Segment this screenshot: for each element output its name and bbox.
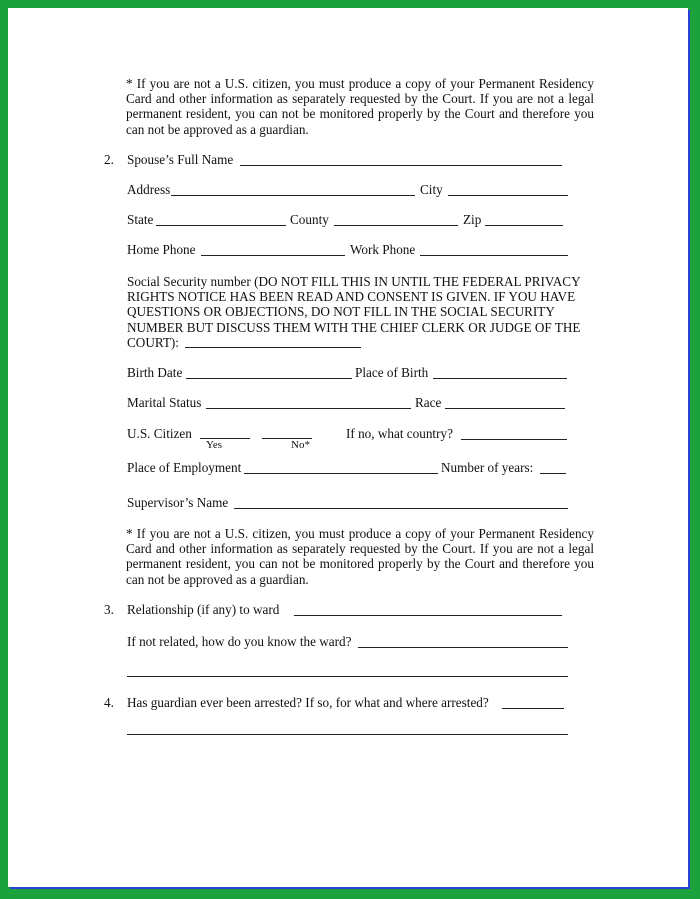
home-phone-label: Home Phone	[127, 242, 196, 257]
q2-number: 2.	[104, 152, 114, 167]
place-of-birth-label: Place of Birth	[355, 365, 429, 380]
arrested-label: Has guardian ever been arrested? If so, for what and where arrested?	[127, 695, 489, 710]
birth-date-field[interactable]	[186, 378, 352, 379]
country-field[interactable]	[461, 439, 567, 440]
zip-field[interactable]	[485, 225, 563, 226]
employment-field[interactable]	[244, 473, 438, 474]
years-field[interactable]	[540, 473, 566, 474]
relationship-field[interactable]	[294, 615, 562, 616]
if-no-country-label: If no, what country?	[346, 426, 453, 441]
state-field[interactable]	[156, 225, 286, 226]
supervisor-label: Supervisor’s Name	[127, 495, 229, 510]
county-label: County	[290, 212, 329, 227]
q4-number: 4.	[104, 695, 114, 710]
state-label: State	[127, 212, 154, 227]
arrested-field[interactable]	[502, 708, 564, 709]
arrested-field-line2[interactable]	[127, 734, 568, 735]
citizenship-note-top: * If you are not a U.S. citizen, you must produce a copy of your Permanent Residency Card and other information as separately requested by the Court. If you are not a legal permanent resident, you can not be monitored properly by the Court and therefore you can not be approved as a guardian.	[126, 76, 594, 137]
citizenship-note-bottom: * If you are not a U.S. citizen, you must produce a copy of your Permanent Residency Card and other information as separately requested by the Court. If you are not a legal permanent resident, you can not be monitored properly by the Court and therefore you can not be approved as a guardian.	[126, 526, 594, 587]
employment-label: Place of Employment	[127, 460, 242, 475]
work-phone-field[interactable]	[420, 255, 568, 256]
us-citizen-label: U.S. Citizen	[127, 426, 192, 441]
no-label: No*	[291, 439, 310, 451]
race-label: Race	[415, 395, 442, 410]
ssn-notice: Social Security number (DO NOT FILL THIS IN UNTIL THE FEDERAL PRIVACY RIGHTS NOTICE HAS BEEN READ AND CONSENT IS GIVEN. IF YOU HAVE QUESTIONS OR OBJECTIONS, DO NOT FILL IN THE SOCIAL SECURITY NUMBER BUT DISCUSS THEM WITH THE CHIEF CLERK OR JUDGE OF THE COURT):	[127, 274, 581, 350]
marital-status-field[interactable]	[206, 408, 411, 409]
address-label: Address	[127, 182, 171, 197]
place-of-birth-field[interactable]	[433, 378, 567, 379]
q3-number: 3.	[104, 602, 114, 617]
work-phone-label: Work Phone	[350, 242, 416, 257]
birth-date-label: Birth Date	[127, 365, 183, 380]
home-phone-field[interactable]	[201, 255, 345, 256]
yes-label: Yes	[206, 439, 223, 451]
relationship-label: Relationship (if any) to ward	[127, 602, 280, 617]
ssn-field[interactable]	[185, 347, 361, 348]
document-page	[8, 8, 688, 887]
how-know-ward-field-line2[interactable]	[127, 676, 568, 677]
zip-label: Zip	[463, 212, 482, 227]
county-field[interactable]	[334, 225, 458, 226]
spouse-name-label: Spouse’s Full Name	[127, 152, 234, 167]
not-related-label: If not related, how do you know the ward?	[127, 634, 352, 649]
city-field[interactable]	[448, 195, 568, 196]
city-label: City	[420, 182, 443, 197]
supervisor-field[interactable]	[234, 508, 568, 509]
years-label: Number of years:	[441, 460, 534, 475]
spouse-name-field[interactable]	[240, 165, 562, 166]
marital-status-label: Marital Status	[127, 395, 202, 410]
address-field[interactable]	[171, 195, 415, 196]
how-know-ward-field[interactable]	[358, 647, 568, 648]
race-field[interactable]	[445, 408, 565, 409]
